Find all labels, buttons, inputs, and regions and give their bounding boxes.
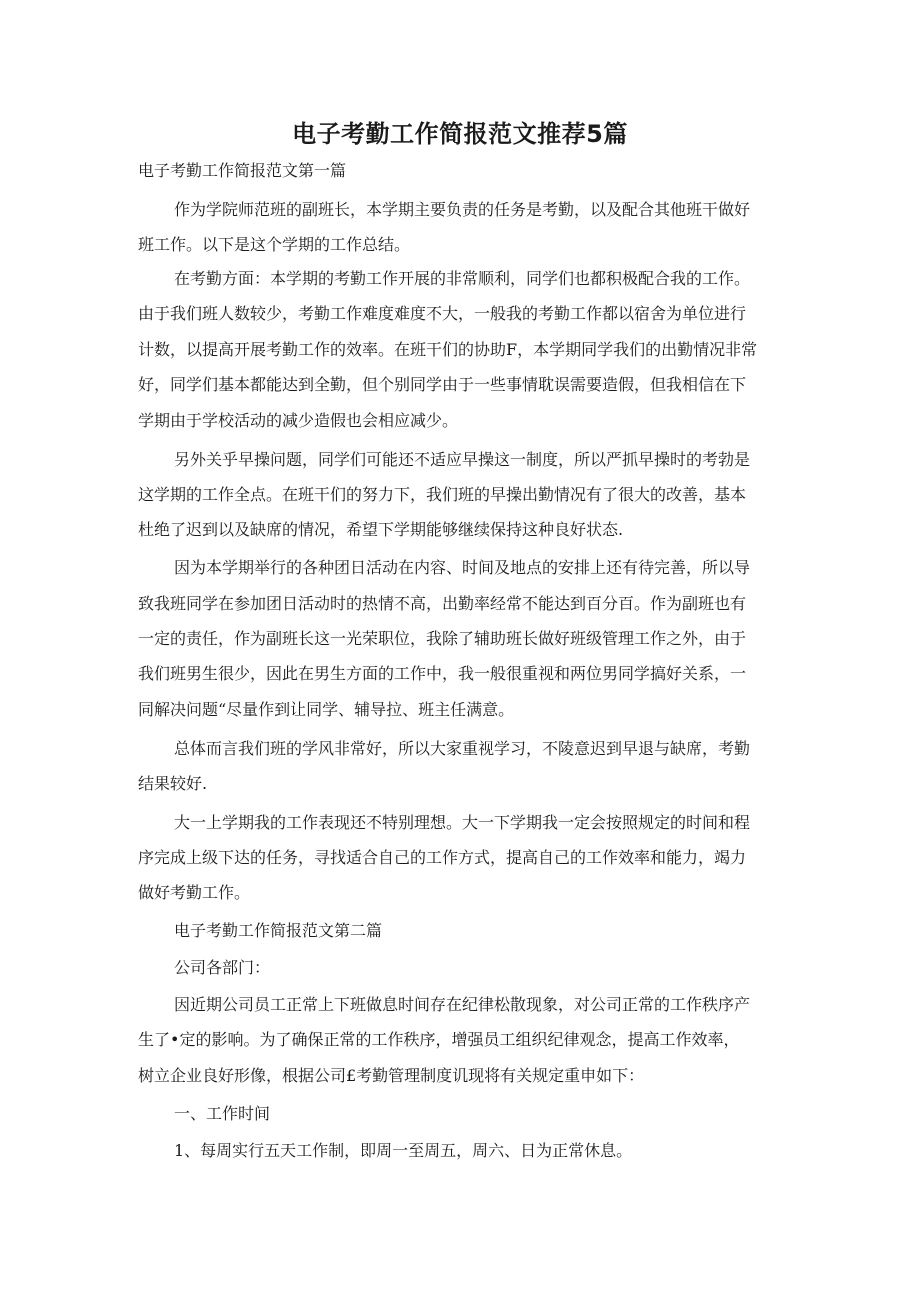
paragraph-line: 作为学院师范班的副班长，本学期主要负责的任务是考勤，以及配合其他班干做好 [174, 200, 751, 219]
paragraph-line: 结果较好. [138, 774, 208, 793]
paragraph-line: 计数，以提高开展考勤工作的效率。在班干们的协助F，本学期同学我们的出勤情况非常 [138, 340, 758, 359]
paragraph-line: 因近期公司员工正常上下班做息时间存在纪律松散现象，对公司正常的工作秩序产 [174, 995, 751, 1014]
paragraph-line: 一定的责任，作为副班长这一光荣职位，我除了辅助班长做好班级管理工作之外，由于 [138, 629, 747, 648]
paragraph-line: 学期由于学校活动的减少造假也会相应减少。 [138, 411, 459, 430]
paragraph-line: 树立企业良好形像，根据公司£考勤管理制度讥现将有关规定重申如下： [138, 1066, 645, 1085]
paragraph-line: 总体而言我们班的学风非常好，所以大家重视学习，不陵意迟到早退与缺席，考勤 [174, 739, 751, 758]
paragraph-line: 在考勤方面：本学期的考勤工作开展的非常顺利，同学们也都积极配合我的工作。 [174, 269, 751, 288]
paragraph-line: 做好考勤工作。 [138, 883, 251, 902]
paragraph-line: 这学期的工作全点。在班干们的努力下，我们班的早操出勤情况有了很大的改善，基本 [138, 485, 747, 504]
section-heading: 电子考勤工作简报范文第一篇 [138, 161, 347, 180]
document-title: 电子考勤工作简报范文推荐5篇 [292, 120, 628, 148]
paragraph-line: 因为本学期举行的各种团日活动在内容、时间及地点的安排上还有待完善，所以导 [174, 558, 751, 577]
paragraph-line: 同解决问题“尽量作到让同学、辅导拉、班主任满意。 [138, 700, 515, 719]
paragraph-line: 好，同学们基本都能达到全勤，但个别同学由于一些事情耽误需要造假，但我相信在下 [138, 375, 747, 394]
paragraph-line: 另外关乎早操问题，同学们可能还不适应早操这一制度，所以严抓早操时的考勃是 [174, 450, 751, 469]
paragraph-line: 生了•定的影响。为了确保正常的工作秩序，增强员工组织纪律观念，提高工作效率， [138, 1030, 740, 1049]
section-heading: 电子考勤工作简报范文第二篇 [174, 921, 383, 940]
paragraph-line: 公司各部门： [174, 958, 271, 977]
paragraph-line: 一、工作时间 [174, 1104, 271, 1123]
paragraph-line: 大一上学期我的工作表现还不特别理想。大一下学期我一定会按照规定的时间和程 [174, 813, 751, 832]
paragraph-line: 序完成上级下达的任务，寻找适合自己的工作方式，提高自己的工作效率和能力，竭力 [138, 848, 747, 867]
paragraph-line: 1、每周实行五天工作制，即周一至周五，周六、日为正常休息。 [174, 1141, 633, 1160]
paragraph-line: 我们班男生很少，因此在男生方面的工作中，我一般很重视和两位男同学搞好关系，一 [138, 664, 747, 683]
paragraph-line: 致我班同学在参加团日活动时的热情不高，出勤率经常不能达到百分百。作为副班也有 [138, 594, 747, 613]
paragraph-line: 杜绝了迟到以及缺席的情况，希望下学期能够继续保持这种良好状态. [138, 520, 624, 539]
paragraph-line: 由于我们班人数较少，考勤工作难度难度不大，一般我的考勤工作都以宿舍为单位进行 [138, 304, 747, 323]
paragraph-line: 班工作。以下是这个学期的工作总结。 [138, 235, 411, 254]
